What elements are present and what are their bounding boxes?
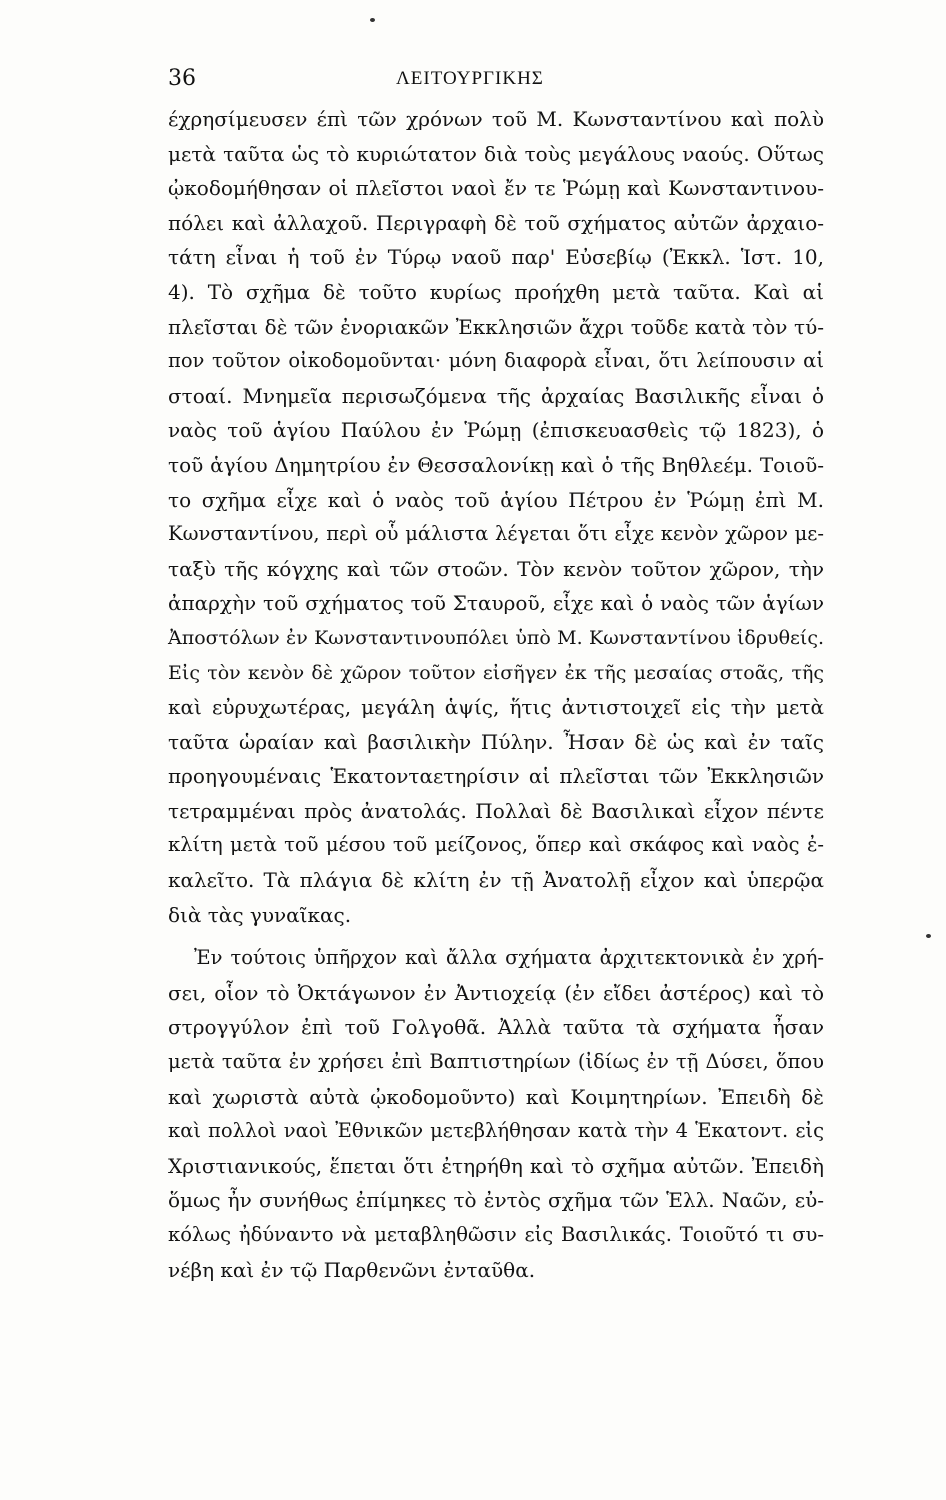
text-line: Κωνσταντίνου, περὶ οὗ μάλιστα λέγεται ὅτι εἶχε κενὸν χῶρον με- [168, 522, 824, 546]
text-line: σει, οἷον τὸ Ὀκτάγωνον ἐν Ἀντιοχείᾳ (ἐν εἴδει ἀστέρος) καὶ τὸ [168, 980, 824, 1005]
text-line: 4). Τὸ σχῆμα δὲ τοῦτο κυρίως προήχθη μετὰ ταῦτα. Καὶ αἱ [168, 279, 824, 304]
paragraph-gap [168, 932, 824, 941]
text-line: κλίτη μετὰ τοῦ μέσου τοῦ μείζονος, ὅπερ καὶ σκάφος καὶ ναὸς ἐ- [168, 833, 824, 857]
text-line: στοαί. Μνημεῖα περισωζόμενα τῆς ἀρχαίας Βασιλικῆς εἶναι ὁ [168, 383, 824, 408]
text-line: τετραμμέναι πρὸς ἀνατολάς. Πολλαὶ δὲ Βασιλικαὶ εἶχον πέντε [168, 798, 824, 823]
text-line: ὅμως ἦν συνήθως ἐπίμηκες τὸ ἐντὸς σχῆμα τῶν Ἑλλ. Ναῶν, εὐ- [168, 1188, 824, 1213]
text-line: καὶ εὐρυχωτέρας, μεγάλη ἁψίς, ἥτις ἀντιστοιχεῖ εἰς τὴν μετὰ [168, 695, 824, 720]
text-line: καὶ πολλοὶ ναοὶ Ἐθνικῶν μετεβλήθησαν κατὰ τὴν 4 Ἑκατοντ. εἰς [168, 1119, 824, 1143]
text-line: ἀπαρχὴν τοῦ σχήματος τοῦ Σταυροῦ, εἶχε καὶ ὁ ναὸς τῶν ἁγίων [168, 591, 824, 616]
text-line: Ἀποστόλων ἐν Κωνσταντινουπόλει ὑπὸ Μ. Κωνσταντίνου ἱδρυθείς. [168, 626, 824, 649]
text-line: καὶ χωριστὰ αὐτὰ ᾠκοδομοῦντο) καὶ Κοιμητηρίων. Ἐπειδὴ δὲ [168, 1084, 824, 1109]
text-line: κόλως ἠδύναντο νὰ μεταβληθῶσιν εἰς Βασιλικάς. Τοιοῦτό τι συ- [168, 1223, 824, 1246]
text-line: καλεῖτο. Τὰ πλάγια δὲ κλίτη ἐν τῇ Ἀνατολῇ εἶχον καὶ ὑπερῷα [168, 868, 824, 893]
running-head: ΛΕΙΤΟΥΡΓΙΚΗΣ [396, 68, 544, 89]
text-line: προηγουμέναις Ἑκατονταετηρίσιν αἱ πλεῖσται τῶν Ἐκκλησιῶν [168, 764, 824, 789]
page-header [168, 66, 824, 100]
text-line: Χριστιανικούς, ἕπεται ὅτι ἐτηρήθη καὶ τὸ σχῆμα αὐτῶν. Ἐπειδὴ [168, 1153, 824, 1178]
text-line: έχρησίμευσεν έπὶ τῶν χρόνων τοῦ Μ. Κωνσταντίνου καὶ πολὺ [168, 107, 824, 131]
text-line: στρογγύλον ἐπὶ τοῦ Γολγοθᾶ. Ἀλλὰ ταῦτα τὰ σχήματα ἦσαν [168, 1015, 824, 1040]
page-number: 36 [168, 66, 196, 91]
ink-speck [370, 18, 375, 22]
text-line: το σχῆμα εἶχε καὶ ὁ ναὸς τοῦ ἁγίου Πέτρου ἐν Ῥώμῃ ἐπὶ Μ. [168, 487, 824, 512]
text-line: ταῦτα ὡραίαν καὶ βασιλικὴν Πύλην. Ἦσαν δὲ ὡς καὶ ἐν ταῖς [168, 729, 824, 754]
text-line: μετὰ ταῦτα ὡς τὸ κυριώτατον διὰ τοὺς μεγάλους ναούς. Οὕτως [168, 141, 824, 166]
text-line: πλεῖσται δὲ τῶν ἐνοριακῶν Ἐκκλησιῶν ἄχρι τοῦδε κατὰ τὸν τύ- [168, 314, 824, 339]
text-line: νέβη καὶ ἐν τῷ Παρθενῶνι ἐνταῦθα. [168, 1257, 536, 1282]
text-line: πόλει καὶ ἀλλαχοῦ. Περιγραφὴ δὲ τοῦ σχήματος αὐτῶν ἀρχαιο- [168, 210, 824, 235]
text-line: ᾠκοδομήθησαν οἱ πλεῖστοι ναοὶ ἔν τε Ῥώμῃ καὶ Κωνσταντινου- [168, 176, 824, 201]
text-line: πον τοῦτον οἰκοδομοῦνται· μόνη διαφορὰ εἶναι, ὅτι λείπουσιν αἱ [168, 349, 824, 373]
text-line: διὰ τὰς γυναῖκας. [168, 902, 352, 927]
paragraph-1 [168, 102, 824, 932]
body-text [168, 102, 824, 1287]
ink-speck [926, 934, 931, 938]
text-line: Ἐν τούτοις ὑπῆρχον καὶ ἄλλα σχήματα ἀρχιτεκτονικὰ ἐν χρή- [194, 946, 824, 970]
text-line: μετὰ ταῦτα ἐν χρήσει ἐπὶ Βαπτιστηρίων (ἰδίως ἐν τῇ Δύσει, ὅπου [168, 1050, 824, 1074]
text-line: ταξὺ τῆς κόγχης καὶ τῶν στοῶν. Τὸν κενὸν τοῦτον χῶρον, τὴν [168, 556, 824, 581]
text-line: τοῦ ἁγίου Δημητρίου ἐν Θεσσαλονίκῃ καὶ ὁ τῆς Βηθλεέμ. Τοιοῦ- [168, 452, 824, 477]
text-line: τάτη εἶναι ἡ τοῦ ἐν Τύρῳ ναοῦ παρ' Εὐσεβίῳ (Ἐκκλ. Ἱστ. 10, [168, 245, 824, 270]
text-line: Εἰς τὸν κενὸν δὲ χῶρον τοῦτον εἰσῆγεν ἐκ τῆς μεσαίας στοᾶς, τῆς [168, 661, 824, 684]
text-line: ναὸς τοῦ ἁγίου Παύλου ἐν Ῥώμῃ (ἐπισκευασθεὶς τῷ 1823), ὁ [168, 418, 824, 443]
paragraph-2 [168, 941, 824, 1287]
